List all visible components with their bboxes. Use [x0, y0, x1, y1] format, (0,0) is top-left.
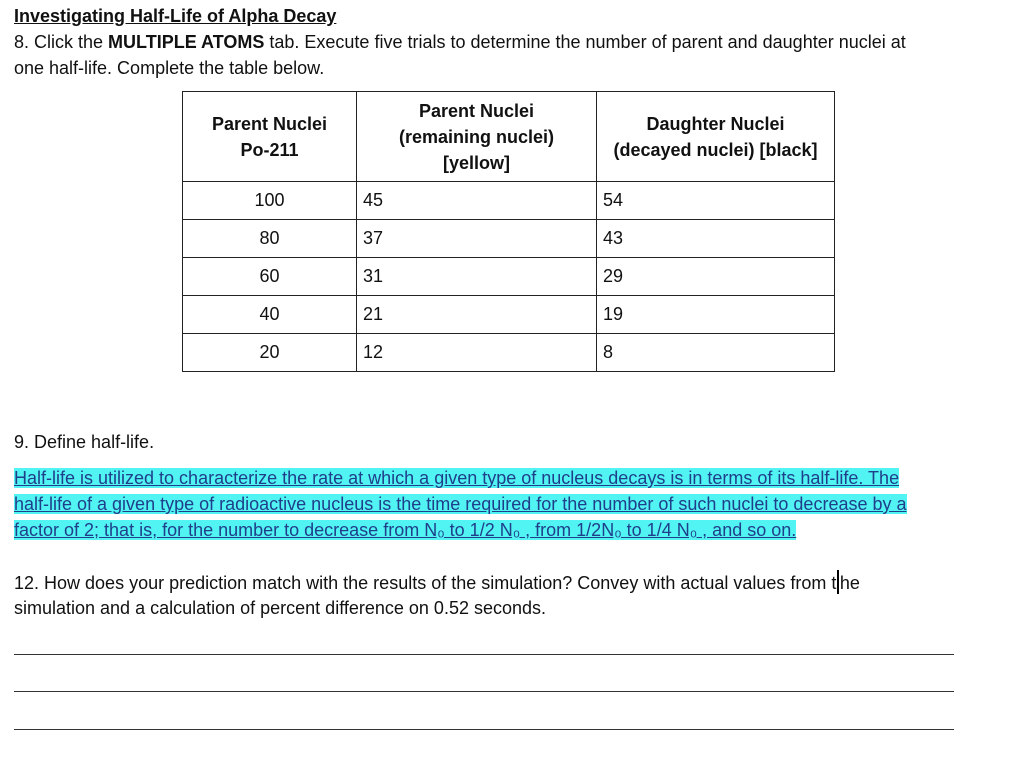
header-line: Daughter Nuclei: [646, 113, 785, 134]
question-12-line-1: [14, 570, 860, 596]
answer-9-line-2: half-life of a given type of radioactive nucleus is the time required for the number of such nuclei to decrease by a: [14, 494, 907, 514]
cell-decayed[interactable]: 8: [597, 334, 835, 372]
question-8-line-2: one half-life. Complete the table below.: [14, 58, 325, 78]
table-header-row: [183, 92, 835, 182]
question-9: 9. Define half-life.: [14, 432, 155, 452]
answer-9-line-3: factor of 2; that is, for the number to decrease from N₀ to 1/2 N₀ , from 1/2N₀ to 1/4 N₀ , and so on.: [14, 520, 797, 540]
header-line: Parent Nuclei: [211, 113, 328, 134]
cell-parent-po211[interactable]: 20: [183, 334, 357, 372]
table-row: [183, 296, 835, 334]
cell-decayed[interactable]: 19: [597, 296, 835, 334]
question-12-text-before-cursor: 12. How does your prediction match with the results of the simulation? Convey with actual values from t: [14, 573, 837, 593]
half-life-data-table: [182, 91, 835, 372]
cell-remaining[interactable]: 12: [357, 334, 597, 372]
question-8-line-1: [14, 30, 906, 55]
cell-parent-po211[interactable]: 40: [183, 296, 357, 334]
question-8-suffix: tab. Execute five trials to determine the number of parent and daughter nuclei at: [264, 32, 906, 52]
answer-line-1[interactable]: [14, 654, 954, 655]
answer-9-line-1: Half-life is utilized to characterize the rate at which a given type of nucleus decays is in terms of its half-life. The: [14, 468, 900, 488]
cell-remaining[interactable]: 21: [357, 296, 597, 334]
text-cursor: [837, 570, 839, 594]
header-line: [yellow]: [442, 152, 510, 173]
question-12-line-2: simulation and a calculation of percent difference on 0.52 seconds.: [14, 598, 547, 618]
header-parent-nuclei-remaining: [357, 92, 597, 182]
cell-parent-po211[interactable]: 100: [183, 182, 357, 220]
header-parent-nuclei-po211: [183, 92, 357, 182]
question-8-prefix: 8. Click the: [14, 32, 109, 52]
header-line: Po-211: [240, 139, 299, 160]
table-row: [183, 220, 835, 258]
header-line: Parent Nuclei: [418, 100, 535, 121]
cell-remaining[interactable]: 37: [357, 220, 597, 258]
table-row: [183, 182, 835, 220]
table-row: [183, 258, 835, 296]
header-line: (remaining nuclei): [398, 126, 555, 147]
cell-remaining[interactable]: 31: [357, 258, 597, 296]
cell-decayed[interactable]: 54: [597, 182, 835, 220]
table-row: [183, 334, 835, 372]
header-daughter-nuclei: [597, 92, 835, 182]
answer-line-3[interactable]: [14, 729, 954, 730]
multiple-atoms-emphasis: MULTIPLE ATOMS: [108, 32, 265, 52]
answer-9-highlighted[interactable]: [14, 465, 907, 543]
cell-decayed[interactable]: 43: [597, 220, 835, 258]
cell-decayed[interactable]: 29: [597, 258, 835, 296]
cell-parent-po211[interactable]: 60: [183, 258, 357, 296]
header-line: (decayed nuclei) [black]: [613, 139, 818, 160]
answer-line-2[interactable]: [14, 691, 954, 692]
question-12-text-after-cursor: he: [839, 573, 860, 593]
cell-remaining[interactable]: 45: [357, 182, 597, 220]
cell-parent-po211[interactable]: 80: [183, 220, 357, 258]
page-title: Investigating Half-Life of Alpha Decay: [14, 6, 337, 26]
